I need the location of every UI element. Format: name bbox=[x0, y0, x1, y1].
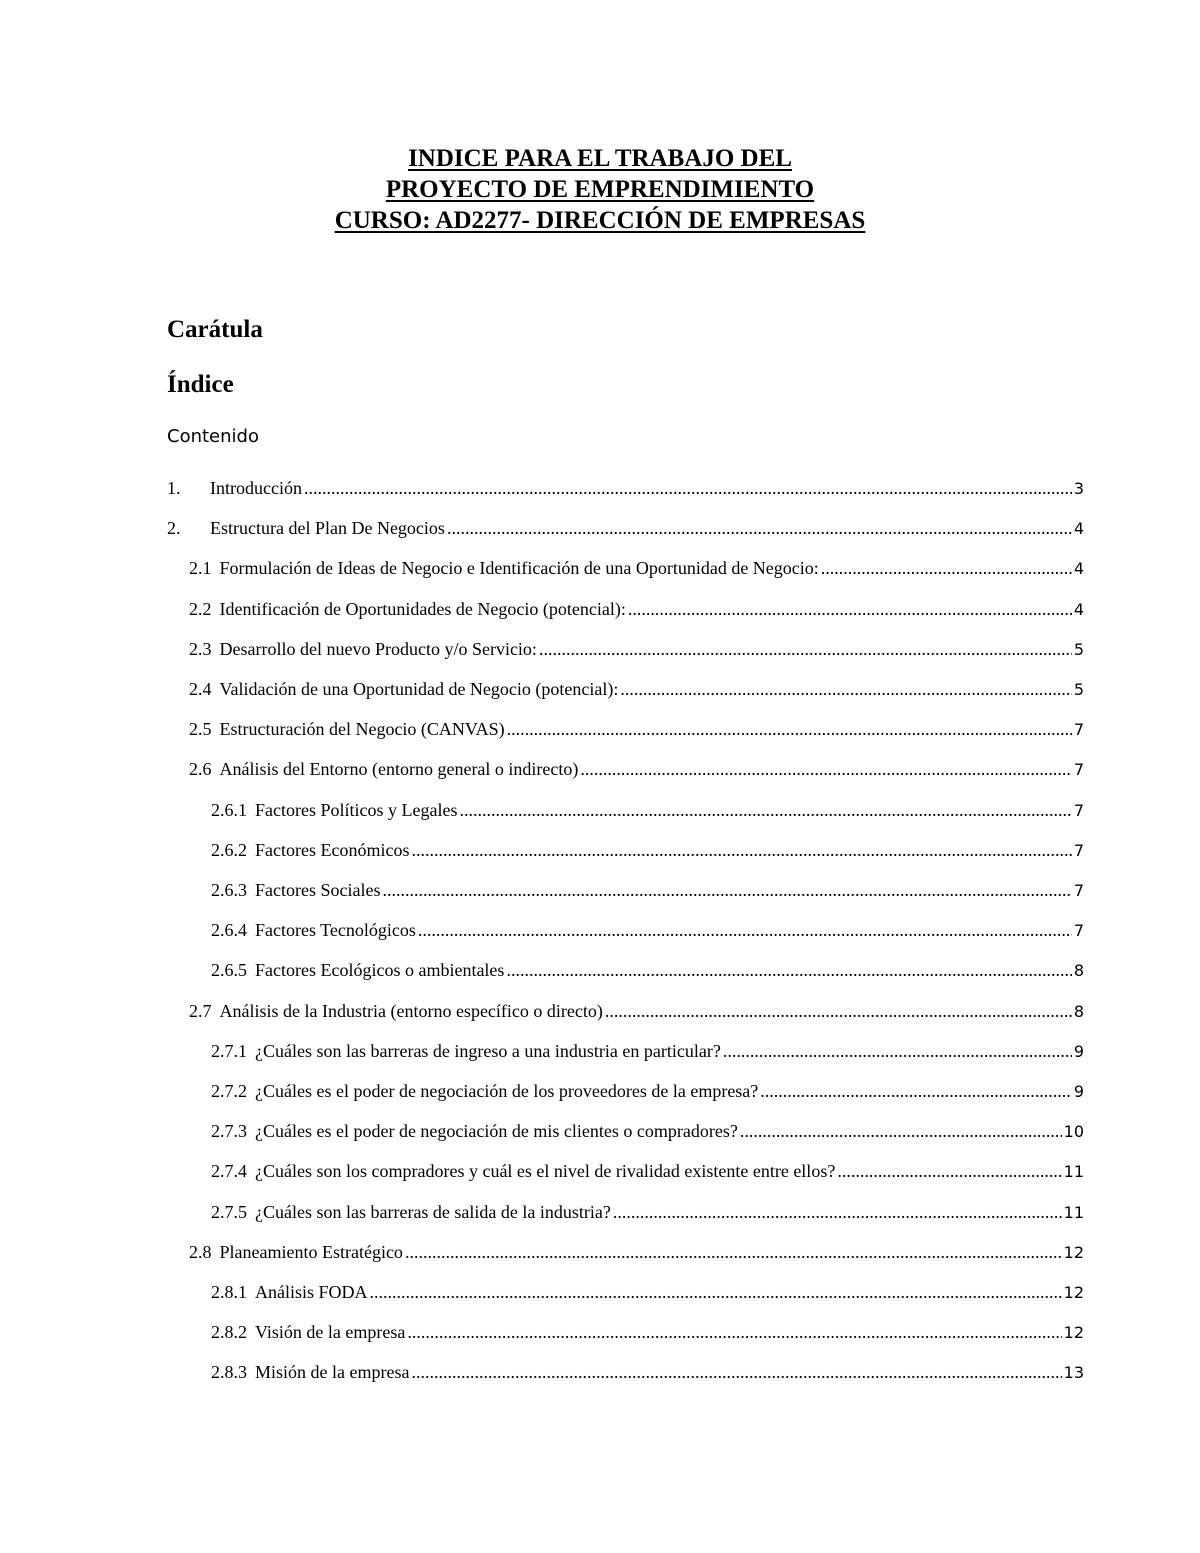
title-line-2: PROYECTO DE EMPRENDIMIENTO bbox=[385, 176, 815, 203]
toc-page-number: 7 bbox=[1073, 921, 1084, 940]
toc-page-number: 8 bbox=[1073, 961, 1084, 980]
toc-entry-title: ¿Cuáles son las barreras de ingreso a una industria en particular? bbox=[255, 1041, 721, 1061]
toc-dot-leader bbox=[382, 878, 1071, 902]
toc-entry-number: 2.6.3 bbox=[211, 880, 247, 900]
toc-page-number: 7 bbox=[1073, 881, 1084, 900]
toc-dot-leader bbox=[628, 597, 1072, 621]
toc-entry-number: 2.3 bbox=[189, 639, 212, 659]
toc-dot-leader bbox=[837, 1159, 1061, 1183]
toc-entry-title: Factores Tecnológicos bbox=[255, 920, 416, 940]
toc-entry-number: 2.4 bbox=[189, 679, 212, 699]
toc-entry-title: Validación de una Oportunidad de Negocio (potencial): bbox=[219, 679, 619, 699]
toc-entry-number: 2.7.3 bbox=[211, 1121, 247, 1141]
toc-dot-leader bbox=[447, 516, 1072, 540]
toc-entry[interactable] bbox=[189, 757, 1084, 782]
indice-heading: Índice bbox=[167, 371, 234, 398]
toc-entry[interactable] bbox=[211, 1360, 1084, 1385]
toc-entry-title: Análisis FODA bbox=[255, 1282, 368, 1302]
toc-page-number: 7 bbox=[1073, 801, 1084, 820]
toc-entry[interactable] bbox=[189, 1240, 1084, 1265]
toc-entry[interactable] bbox=[167, 516, 1084, 541]
toc-page-number: 3 bbox=[1073, 479, 1084, 498]
toc-entry-number: 2.6 bbox=[189, 759, 212, 779]
toc-entry-number: 2.7.1 bbox=[211, 1041, 247, 1061]
toc-entry-number: 2.2 bbox=[189, 599, 212, 619]
toc-page-number: 11 bbox=[1063, 1203, 1084, 1222]
toc-dot-leader bbox=[407, 1320, 1061, 1344]
toc-dot-leader bbox=[760, 1079, 1072, 1103]
toc-entry-title: Desarrollo del nuevo Producto y/o Servicio: bbox=[219, 639, 537, 659]
toc-dot-leader bbox=[580, 757, 1071, 781]
toc-entry-title: ¿Cuáles son las barreras de salida de la industria? bbox=[255, 1202, 611, 1222]
toc-entry-number: 2.8 bbox=[189, 1242, 212, 1262]
toc-entry-number: 2.7 bbox=[189, 1001, 212, 1021]
toc-entry[interactable] bbox=[189, 556, 1084, 581]
toc-page-number: 7 bbox=[1073, 841, 1084, 860]
toc-entry-number: 2.8.3 bbox=[211, 1362, 247, 1382]
toc-heading: Contenido bbox=[167, 426, 259, 447]
toc-dot-leader bbox=[821, 556, 1072, 580]
toc-page-number: 9 bbox=[1073, 1042, 1084, 1061]
toc-entry-number: 2.1 bbox=[189, 558, 212, 578]
toc-dot-leader bbox=[506, 958, 1071, 982]
toc-entry[interactable] bbox=[211, 958, 1084, 983]
toc-dot-leader bbox=[539, 637, 1072, 661]
toc-entry-number: 2.6.2 bbox=[211, 840, 247, 860]
toc-entry-title: Formulación de Ideas de Negocio e Identificación de una Oportunidad de Negocio: bbox=[219, 558, 819, 578]
toc-page-number: 5 bbox=[1073, 680, 1084, 699]
toc-entry[interactable] bbox=[189, 999, 1084, 1024]
toc-entry[interactable] bbox=[211, 1280, 1084, 1305]
toc-dot-leader bbox=[620, 677, 1071, 701]
toc-entry[interactable] bbox=[189, 597, 1084, 622]
toc-page-number: 12 bbox=[1063, 1243, 1084, 1262]
toc-entry[interactable] bbox=[211, 1320, 1084, 1345]
toc-entry-number: 2.8.1 bbox=[211, 1282, 247, 1302]
toc-page-number: 4 bbox=[1073, 559, 1084, 578]
toc-dot-leader bbox=[418, 918, 1072, 942]
toc-entry-number: 1. bbox=[167, 478, 181, 498]
toc-entry[interactable] bbox=[211, 798, 1084, 823]
toc-entry[interactable] bbox=[211, 918, 1084, 943]
title-line-1: INDICE PARA EL TRABAJO DEL bbox=[408, 145, 792, 172]
toc-entry-title: Factores Económicos bbox=[255, 840, 410, 860]
toc-entry-number: 2.6.4 bbox=[211, 920, 247, 940]
toc-entry-title: Introducción bbox=[210, 478, 302, 498]
toc-entry[interactable] bbox=[211, 1119, 1084, 1144]
toc-entry-title: ¿Cuáles es el poder de negociación de mis clientes o compradores? bbox=[255, 1121, 738, 1141]
toc-entry-title: Factores Ecológicos o ambientales bbox=[255, 960, 505, 980]
toc-entry-number: 2.8.2 bbox=[211, 1322, 247, 1342]
toc-entry-title: Análisis del Entorno (entorno general o indirecto) bbox=[219, 759, 579, 779]
toc-entry-number: 2.5 bbox=[189, 719, 212, 739]
toc-page-number: 13 bbox=[1063, 1363, 1084, 1382]
toc-entry[interactable] bbox=[211, 1159, 1084, 1184]
toc-dot-leader bbox=[723, 1039, 1072, 1063]
toc-dot-leader bbox=[740, 1119, 1062, 1143]
toc-entry[interactable] bbox=[167, 476, 1084, 501]
toc-entry-title: Planeamiento Estratégico bbox=[219, 1242, 403, 1262]
toc-entry-number: 2. bbox=[167, 518, 181, 538]
toc-entry-title: Factores Sociales bbox=[255, 880, 381, 900]
toc-entry-title: ¿Cuáles son los compradores y cuál es el nivel de rivalidad existente entre ellos? bbox=[255, 1161, 836, 1181]
toc-dot-leader bbox=[370, 1280, 1062, 1304]
toc-page-number: 7 bbox=[1073, 760, 1084, 779]
toc-entry-number: 2.7.5 bbox=[211, 1202, 247, 1222]
toc-dot-leader bbox=[459, 798, 1071, 822]
toc-entry-number: 2.7.2 bbox=[211, 1081, 247, 1101]
toc-entry-title: Factores Políticos y Legales bbox=[255, 800, 458, 820]
toc-page-number: 7 bbox=[1073, 720, 1084, 739]
toc-entry-title: ¿Cuáles es el poder de negociación de los proveedores de la empresa? bbox=[255, 1081, 759, 1101]
toc-entry[interactable] bbox=[189, 677, 1084, 702]
toc-dot-leader bbox=[613, 1200, 1062, 1224]
toc-entry[interactable] bbox=[189, 717, 1084, 742]
toc-entry[interactable] bbox=[211, 1079, 1084, 1104]
toc-dot-leader bbox=[605, 999, 1072, 1023]
toc-entry[interactable] bbox=[211, 1200, 1084, 1225]
toc-page-number: 11 bbox=[1063, 1162, 1084, 1181]
toc-page-number: 10 bbox=[1063, 1122, 1084, 1141]
toc-dot-leader bbox=[411, 838, 1071, 862]
toc-page-number: 4 bbox=[1073, 600, 1084, 619]
toc-dot-leader bbox=[304, 476, 1072, 500]
toc-page-number: 8 bbox=[1073, 1002, 1084, 1021]
toc-page-number: 12 bbox=[1063, 1323, 1084, 1342]
toc-entry-number: 2.7.4 bbox=[211, 1161, 247, 1181]
toc-entry-title: Estructura del Plan De Negocios bbox=[210, 518, 445, 538]
toc-entry-number: 2.6.5 bbox=[211, 960, 247, 980]
toc-entry-title: Misión de la empresa bbox=[255, 1362, 410, 1382]
toc-entry[interactable] bbox=[211, 838, 1084, 863]
toc-entry-title: Análisis de la Industria (entorno específico o directo) bbox=[219, 1001, 603, 1021]
toc-entry[interactable] bbox=[189, 637, 1084, 662]
toc-page-number: 5 bbox=[1073, 640, 1084, 659]
toc-entry[interactable] bbox=[211, 1039, 1084, 1064]
document-title bbox=[0, 143, 1200, 236]
toc-dot-leader bbox=[507, 717, 1072, 741]
caratula-heading: Carátula bbox=[167, 316, 263, 343]
toc-entry-title: Estructuración del Negocio (CANVAS) bbox=[219, 719, 505, 739]
toc-dot-leader bbox=[405, 1240, 1062, 1264]
toc-dot-leader bbox=[411, 1360, 1061, 1384]
toc-page-number: 9 bbox=[1073, 1082, 1084, 1101]
toc-entry-title: Visión de la empresa bbox=[255, 1322, 406, 1342]
toc-page-number: 12 bbox=[1063, 1283, 1084, 1302]
toc-page-number: 4 bbox=[1073, 519, 1084, 538]
title-line-3: CURSO: AD2277- DIRECCIÓN DE EMPRESAS bbox=[334, 207, 866, 234]
toc-entry[interactable] bbox=[211, 878, 1084, 903]
toc-entry-number: 2.6.1 bbox=[211, 800, 247, 820]
toc-entry-title: Identificación de Oportunidades de Negocio (potencial): bbox=[219, 599, 626, 619]
